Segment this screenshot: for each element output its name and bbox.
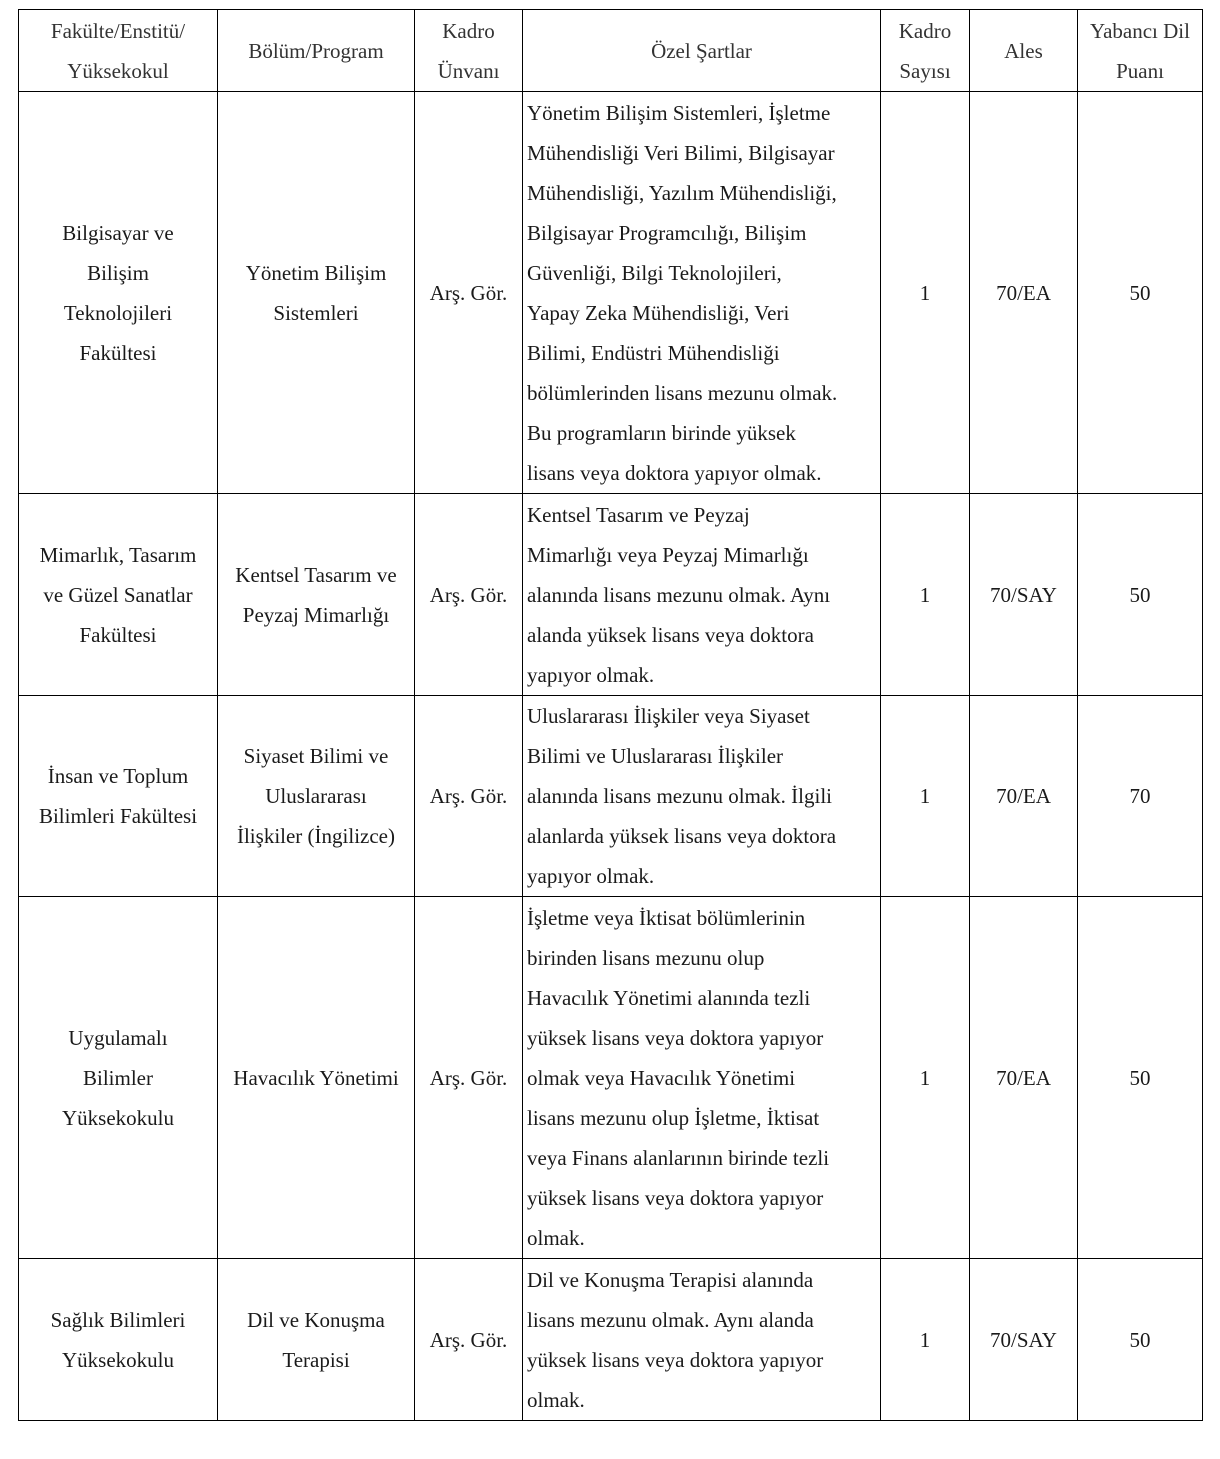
cell-ales: 70/EA (970, 897, 1078, 1259)
cell-language: 50 (1078, 897, 1203, 1259)
cell-faculty: Sağlık Bilimleri Yüksekokulu (19, 1259, 218, 1421)
header-row (19, 10, 1203, 92)
table-row (19, 1259, 1203, 1421)
cell-title: Arş. Gör. (415, 494, 523, 696)
cell-department: Dil ve Konuşma Terapisi (218, 1259, 415, 1421)
cell-department: Havacılık Yönetimi (218, 897, 415, 1259)
cell-count: 1 (881, 897, 970, 1259)
cell-faculty: Bilgisayar ve Bilişim Teknolojileri Fakültesi (19, 92, 218, 494)
header-title: Kadro Ünvanı (415, 10, 523, 92)
cell-faculty: Uygulamalı Bilimler Yüksekokulu (19, 897, 218, 1259)
positions-table (18, 9, 1203, 1421)
header-count: Kadro Sayısı (881, 10, 970, 92)
cell-title: Arş. Gör. (415, 92, 523, 494)
header-conditions: Özel Şartlar (523, 10, 881, 92)
cell-language: 70 (1078, 696, 1203, 897)
cell-conditions: Kentsel Tasarım ve Peyzaj Mimarlığı veya Peyzaj Mimarlığı alanında lisans mezunu olmak. Aynı alanda yüksek lisans veya doktora yapıyor olmak. (523, 494, 881, 696)
cell-title: Arş. Gör. (415, 897, 523, 1259)
cell-count: 1 (881, 1259, 970, 1421)
cell-ales: 70/EA (970, 696, 1078, 897)
table-row (19, 696, 1203, 897)
cell-department: Kentsel Tasarım ve Peyzaj Mimarlığı (218, 494, 415, 696)
cell-conditions: Uluslararası İlişkiler veya Siyaset Bilimi ve Uluslararası İlişkiler alanında lisans mezunu olmak. İlgili alanlarda yüksek lisans veya doktora yapıyor olmak. (523, 696, 881, 897)
header-language: Yabancı Dil Puanı (1078, 10, 1203, 92)
cell-conditions: Yönetim Bilişim Sistemleri, İşletme Mühendisliği Veri Bilimi, Bilgisayar Mühendisliği, Yazılım Mühendisliği, Bilgisayar Programcılığı, Bilişim Güvenliği, Bilgi Teknolojileri, Yapay Zeka Mühendisliği, Veri Bilimi, Endüstri Mühendisliği bölümlerinden lisans mezunu olmak. Bu programların birinde yüksek lisans veya doktora yapıyor olmak. (523, 92, 881, 494)
table-row (19, 897, 1203, 1259)
header-department: Bölüm/Program (218, 10, 415, 92)
header-faculty: Fakülte/Enstitü/ Yüksekokul (19, 10, 218, 92)
cell-department: Siyaset Bilimi ve Uluslararası İlişkiler (İngilizce) (218, 696, 415, 897)
cell-ales: 70/SAY (970, 494, 1078, 696)
cell-faculty: İnsan ve Toplum Bilimleri Fakültesi (19, 696, 218, 897)
cell-language: 50 (1078, 494, 1203, 696)
cell-language: 50 (1078, 1259, 1203, 1421)
cell-title: Arş. Gör. (415, 696, 523, 897)
cell-count: 1 (881, 494, 970, 696)
cell-ales: 70/SAY (970, 1259, 1078, 1421)
cell-count: 1 (881, 696, 970, 897)
cell-conditions: Dil ve Konuşma Terapisi alanında lisans mezunu olmak. Aynı alanda yüksek lisans veya doktora yapıyor olmak. (523, 1259, 881, 1421)
cell-language: 50 (1078, 92, 1203, 494)
cell-conditions: İşletme veya İktisat bölümlerinin birinden lisans mezunu olup Havacılık Yönetimi alanında tezli yüksek lisans veya doktora yapıyor olmak veya Havacılık Yönetimi lisans mezunu olup İşletme, İktisat veya Finans alanlarının birinde tezli yüksek lisans veya doktora yapıyor olmak. (523, 897, 881, 1259)
cell-department: Yönetim Bilişim Sistemleri (218, 92, 415, 494)
cell-faculty: Mimarlık, Tasarım ve Güzel Sanatlar Fakültesi (19, 494, 218, 696)
table-row (19, 494, 1203, 696)
cell-ales: 70/EA (970, 92, 1078, 494)
cell-title: Arş. Gör. (415, 1259, 523, 1421)
header-ales: Ales (970, 10, 1078, 92)
cell-count: 1 (881, 92, 970, 494)
table-row (19, 92, 1203, 494)
